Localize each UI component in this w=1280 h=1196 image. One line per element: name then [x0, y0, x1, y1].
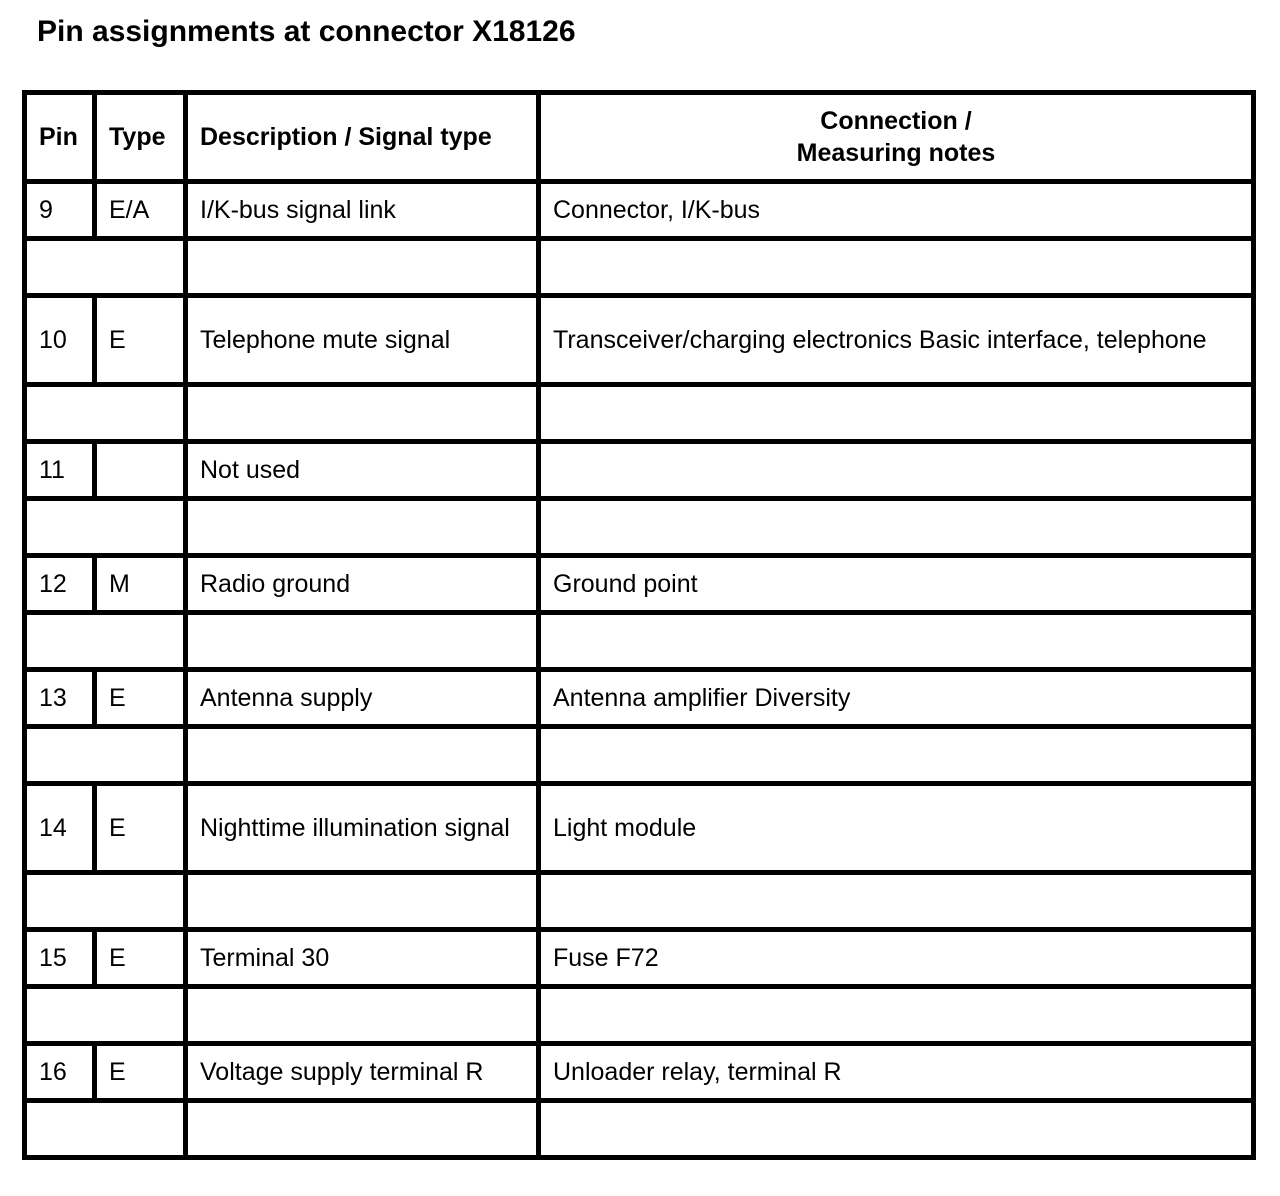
description-cell: I/K-bus signal link — [186, 182, 539, 239]
pin-cell: 10 — [25, 296, 95, 385]
table-row — [25, 930, 1254, 987]
connection-cell: Ground point — [539, 556, 1254, 613]
pin-assignment-table — [22, 90, 1256, 1160]
spacer-cell — [25, 987, 186, 1044]
type-cell: E — [95, 1044, 186, 1101]
type-cell: E — [95, 296, 186, 385]
spacer-cell — [539, 727, 1254, 784]
pin-cell: 16 — [25, 1044, 95, 1101]
spacer-row — [25, 1101, 1254, 1158]
header-description: Description / Signal type — [186, 93, 539, 182]
spacer-cell — [539, 239, 1254, 296]
table-row — [25, 556, 1254, 613]
type-cell: E — [95, 670, 186, 727]
spacer-cell — [539, 499, 1254, 556]
connection-cell: Fuse F72 — [539, 930, 1254, 987]
type-cell: M — [95, 556, 186, 613]
description-cell: Voltage supply terminal R — [186, 1044, 539, 1101]
spacer-row — [25, 727, 1254, 784]
spacer-cell — [539, 987, 1254, 1044]
connection-cell: Antenna amplifier Diversity — [539, 670, 1254, 727]
spacer-cell — [539, 1101, 1254, 1158]
spacer-cell — [539, 873, 1254, 930]
spacer-row — [25, 239, 1254, 296]
pin-cell: 15 — [25, 930, 95, 987]
spacer-row — [25, 613, 1254, 670]
type-cell: E/A — [95, 182, 186, 239]
spacer-cell — [25, 613, 186, 670]
connection-cell: Light module — [539, 784, 1254, 873]
header-connection-line1: Connection / — [820, 107, 972, 135]
description-cell: Telephone mute signal — [186, 296, 539, 385]
description-cell: Not used — [186, 442, 539, 499]
type-cell — [95, 442, 186, 499]
type-cell: E — [95, 930, 186, 987]
table-row — [25, 784, 1254, 873]
spacer-cell — [25, 1101, 186, 1158]
spacer-cell — [25, 239, 186, 296]
spacer-row — [25, 987, 1254, 1044]
spacer-cell — [186, 239, 539, 296]
table-row — [25, 442, 1254, 499]
description-cell: Terminal 30 — [186, 930, 539, 987]
pin-cell: 11 — [25, 442, 95, 499]
page-title: Pin assignments at connector X18126 — [37, 15, 576, 48]
spacer-cell — [539, 613, 1254, 670]
pin-cell: 13 — [25, 670, 95, 727]
spacer-cell — [186, 873, 539, 930]
table-row — [25, 182, 1254, 239]
spacer-row — [25, 499, 1254, 556]
spacer-row — [25, 385, 1254, 442]
table-row — [25, 670, 1254, 727]
header-connection — [539, 93, 1254, 182]
description-cell: Radio ground — [186, 556, 539, 613]
spacer-cell — [186, 1101, 539, 1158]
spacer-cell — [186, 613, 539, 670]
spacer-cell — [186, 385, 539, 442]
spacer-cell — [186, 727, 539, 784]
header-type: Type — [95, 93, 186, 182]
table-row — [25, 296, 1254, 385]
connection-cell: Transceiver/charging electronics Basic interface, telephone — [539, 296, 1254, 385]
spacer-cell — [539, 385, 1254, 442]
header-pin: Pin — [25, 93, 95, 182]
type-cell: E — [95, 784, 186, 873]
table-header-row — [25, 93, 1254, 182]
description-cell: Antenna supply — [186, 670, 539, 727]
spacer-cell — [25, 499, 186, 556]
connection-cell: Unloader relay, terminal R — [539, 1044, 1254, 1101]
connection-cell: Connector, I/K-bus — [539, 182, 1254, 239]
description-cell: Nighttime illumination signal — [186, 784, 539, 873]
connection-cell — [539, 442, 1254, 499]
pin-cell: 14 — [25, 784, 95, 873]
pin-cell: 9 — [25, 182, 95, 239]
spacer-row — [25, 873, 1254, 930]
spacer-cell — [25, 727, 186, 784]
spacer-cell — [25, 385, 186, 442]
pin-cell: 12 — [25, 556, 95, 613]
table-row — [25, 1044, 1254, 1101]
header-connection-line2: Measuring notes — [796, 139, 996, 167]
spacer-cell — [186, 499, 539, 556]
spacer-cell — [186, 987, 539, 1044]
spacer-cell — [25, 873, 186, 930]
